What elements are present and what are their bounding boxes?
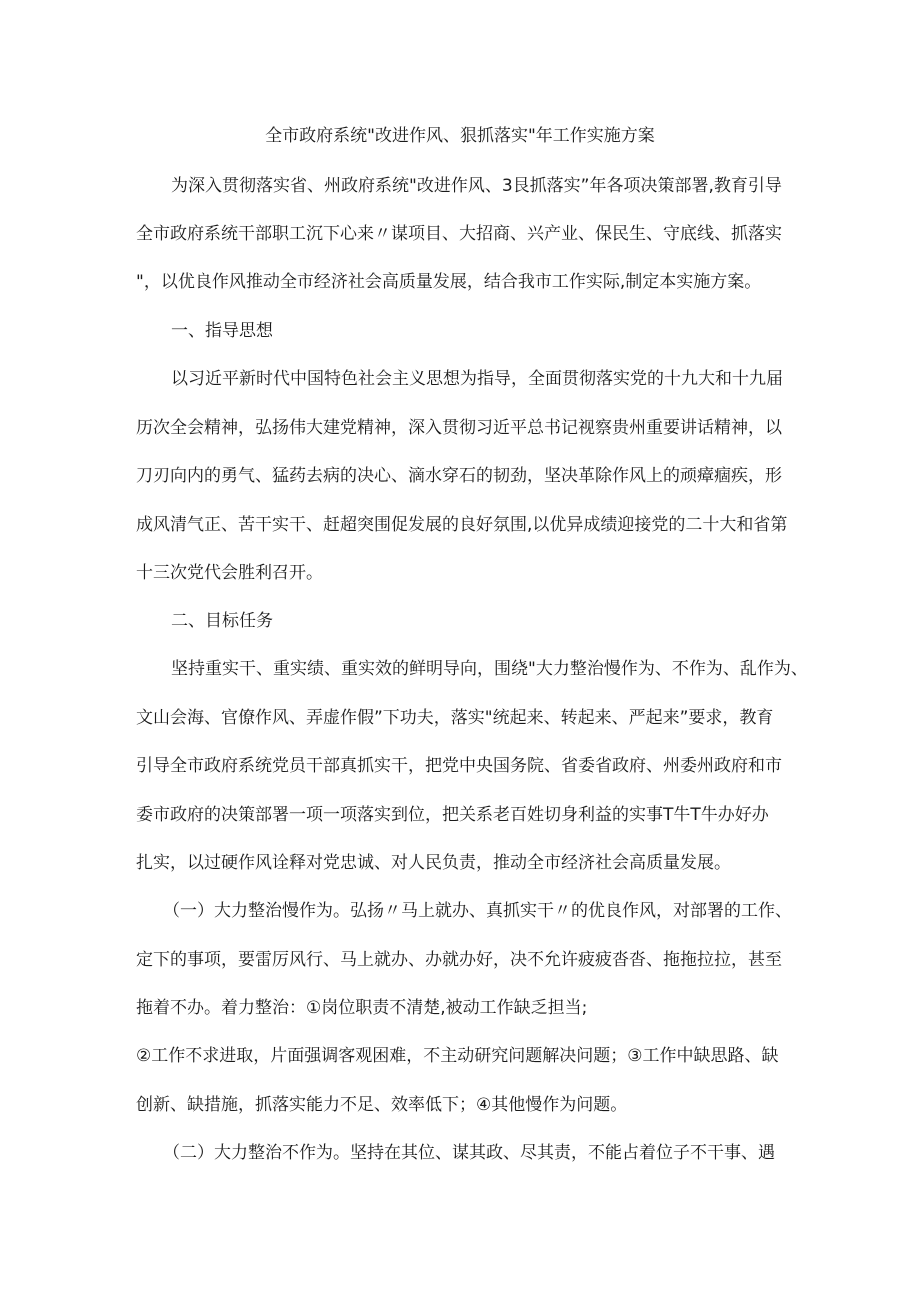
section2-line-3: 引导全市政府系统党员干部真抓实干，把党中央国务院、省委省政府、州委州政府和市 <box>136 756 782 776</box>
section1-line-5: 十三次党代会胜利召开。 <box>136 563 323 583</box>
item2-line-1: （二）大力整治不作为。坚持在其位、谋其政、尽其责，不能占着位子不干事、遇 <box>163 1143 775 1163</box>
section2-line-5: 扎实，以过硬作风诠释对党忠诚、对人民负责，推动全市经济社会高质量发展。 <box>136 853 731 873</box>
section2-line-4: 委市政府的决策部署一项一项落实到位，把关系老百姓切身利益的实事T牛T牛办好办 <box>136 805 769 825</box>
section1-line-2: 历次全会精神，弘扬伟大建党精神，深入贯彻习近平总书记视察贵州重要讲话精神，以 <box>136 418 782 438</box>
item1-line-2: 定下的事项，要雷厉风行、马上就办、办就办好，决不允许疲疲沓沓、拖拖拉拉，甚至 <box>136 950 782 970</box>
item1-line-5: 创新、缺措施，抓落实能力不足、效率低下；④其他慢作为问题。 <box>136 1095 628 1115</box>
item1-line-1: （一）大力整治慢作为。弘扬〃马上就办、真抓实干〃的优良作风，对部署的工作、 <box>163 901 792 921</box>
section1-line-3: 刀刃向内的勇气、猛药去病的决心、滴水穿石的韧劲，坚决革除作风上的顽瘴痼疾，形 <box>136 466 782 486</box>
intro-line-3: "，以优良作风推动全市经济社会高质量发展，结合我市工作实际,制定本实施方案。 <box>136 272 762 292</box>
intro-line-1: 为深入贯彻落实省、州政府系统"改进作风、3艮抓落实”年各项决策部署,教育引导 <box>171 176 782 196</box>
intro-line-2: 全市政府系统干部职工沉下心来〃谋项目、大招商、兴产业、保民生、守底线、抓落实 <box>136 224 782 244</box>
section1-line-4: 成风清气正、苦干实干、赶超突围促发展的良好氛围,以优异成绩迎接党的二十大和省第 <box>136 515 788 535</box>
section1-line-1: 以习近平新时代中国特色社会主义思想为指导，全面贯彻落实党的十九大和十九届 <box>171 369 783 389</box>
item1-line-3: 拖着不办。着力整治：①岗位职责不清楚,被动工作缺乏担当; <box>136 998 588 1018</box>
section2-heading: 二、目标任务 <box>171 611 273 631</box>
section2-line-2: 文山会海、官僚作风、弄虚作假”下功夫，落实"统起来、转起来、严起来”要求，教育 <box>136 708 774 728</box>
section2-line-1: 坚持重实干、重实绩、重实效的鲜明导向，围绕"大力整治慢作为、不作为、乱作为、 <box>171 659 808 679</box>
document-title: 全市政府系统"改进作风、狠抓落实"年工作实施方案 <box>265 126 655 146</box>
item1-line-4: ②工作不求进取，片面强调客观困难，不主动研究问题解决问题；③工作中缺思路、缺 <box>136 1046 779 1066</box>
section1-heading: 一、指导思想 <box>171 321 273 341</box>
